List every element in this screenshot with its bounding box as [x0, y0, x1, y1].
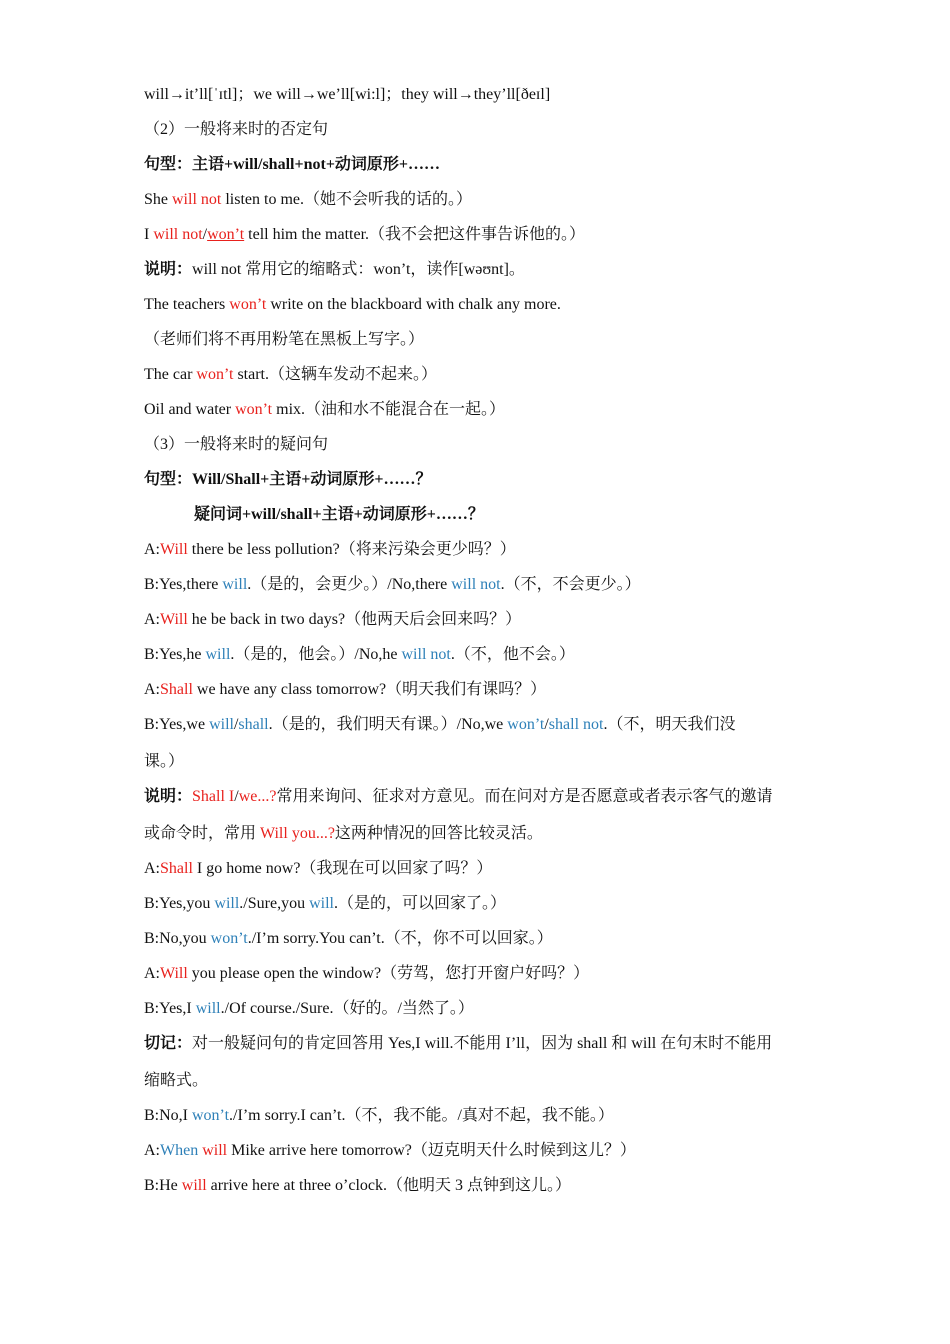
text-line — [144, 858, 810, 880]
text-segment: When — [160, 1142, 199, 1159]
text-segment: we...? — [238, 788, 277, 805]
text-line — [144, 963, 810, 985]
text-line — [144, 119, 810, 141]
text-segment: Will — [160, 611, 188, 628]
text-line — [144, 294, 810, 316]
text-line — [144, 679, 810, 701]
text-segment: won’t — [229, 296, 267, 313]
text-segment: / — [544, 716, 549, 733]
text-segment: won’t — [235, 401, 273, 418]
text-segment: （老师们将不再用粉笔在黑板上写字。） — [144, 331, 425, 348]
text-segment: B:He — [144, 1177, 182, 1194]
text-line — [144, 84, 810, 106]
text-segment: 或命令时，常用 — [144, 825, 261, 842]
text-segment: 疑问词+will/shall+主语+动词原形+……？ — [194, 506, 484, 523]
text-segment: / — [234, 788, 239, 805]
text-segment: .（是的，可以回家了。） — [333, 895, 506, 912]
text-line — [144, 751, 810, 773]
text-segment: start.（这辆车发动不起来。） — [233, 366, 438, 383]
text-segment: 句型：主语+will/shall+not+动词原形+…… — [144, 156, 441, 173]
text-line — [144, 469, 810, 491]
text-segment: won’t — [192, 1107, 230, 1124]
text-segment: ./Of course./Sure.（好的。/当然了。） — [220, 1000, 474, 1017]
text-segment: 说明： — [144, 261, 193, 278]
text-segment: will — [181, 1177, 207, 1194]
text-line — [144, 1105, 810, 1127]
text-segment: ./Sure,you — [239, 895, 310, 912]
text-segment: 切记： — [144, 1035, 193, 1052]
text-segment: 说明： — [144, 788, 193, 805]
text-line — [144, 714, 810, 736]
text-segment: .（是的，我们明天有课。）/No,we — [268, 716, 508, 733]
text-segment: The car — [144, 366, 197, 383]
text-segment: Will you...? — [260, 825, 335, 842]
text-segment: will not — [172, 191, 222, 208]
text-line — [144, 434, 810, 456]
text-segment: .（是的，会更少。）/No,there — [247, 576, 452, 593]
text-segment: will→it’ll[ˈɪtl]；we will→we’ll[wi:l]；they will→they’ll[ðeɪl] — [144, 86, 551, 103]
text-segment: 缩略式。 — [144, 1072, 209, 1089]
text-segment: B:Yes,there — [144, 576, 223, 593]
text-segment: will — [309, 895, 334, 912]
text-segment: tell him the matter.（我不会把这件事告诉他的。） — [244, 226, 586, 243]
text-segment: there be less pollution?（将来污染会更少吗？） — [187, 541, 516, 558]
text-line — [144, 1033, 810, 1055]
text-segment: A: — [144, 681, 160, 698]
text-line — [144, 1175, 810, 1197]
text-line — [144, 189, 810, 211]
text-segment: .（不，不会更少。） — [500, 576, 641, 593]
text-segment: （2）一般将来时的否定句 — [144, 121, 329, 138]
text-line — [144, 928, 810, 950]
text-segment: will — [209, 716, 234, 733]
text-segment: A: — [144, 541, 160, 558]
text-segment: will — [222, 576, 248, 593]
text-line — [144, 823, 810, 845]
text-segment: ./I’m sorry.You can’t.（不，你不可以回家。） — [247, 930, 553, 947]
text-line — [144, 786, 810, 808]
text-segment: won’t — [210, 930, 248, 947]
text-segment: 句型：Will/Shall+主语+动词原形+……？ — [144, 471, 432, 488]
text-segment: B:Yes,he — [144, 646, 206, 663]
text-segment: .（是的，他会。）/No,he — [230, 646, 402, 663]
text-segment: .（不，明天我们没 — [603, 716, 736, 733]
text-segment: won’t — [196, 366, 234, 383]
text-segment: won’t — [207, 226, 245, 243]
text-segment: 常用来询问、征求对方意见。而在问对方是否愿意或者表示客气的邀请 — [276, 788, 773, 805]
text-segment: Will — [160, 965, 188, 982]
text-segment: will — [205, 646, 231, 663]
text-line — [144, 574, 810, 596]
text-segment: / — [233, 716, 239, 733]
text-segment: shall not — [548, 716, 604, 733]
text-segment: A: — [144, 965, 160, 982]
text-line — [144, 154, 810, 176]
text-line — [144, 644, 810, 666]
text-segment: B:Yes,you — [144, 895, 215, 912]
text-segment: will not 常用它的缩略式：won’t，读作[wəʊnt]。 — [192, 261, 525, 278]
text-segment: you please open the window?（劳驾，您打开窗户好吗？） — [187, 965, 590, 982]
text-segment: 这两种情况的回答比较灵活。 — [334, 825, 543, 842]
text-segment: I — [144, 226, 154, 243]
text-segment: B:Yes,we — [144, 716, 210, 733]
text-segment: will — [202, 1142, 228, 1159]
text-segment: A: — [144, 860, 160, 877]
text-segment: B:No,you — [144, 930, 211, 947]
text-segment: Oil and water — [144, 401, 236, 418]
text-segment: 对一般疑问句的肯定回答用 Yes,I will.不能用 I’ll，因为 shall 和 will 在句末时不能用 — [192, 1035, 773, 1052]
text-segment: Will — [160, 541, 188, 558]
text-segment: will not — [153, 226, 203, 243]
text-segment: arrive here at three o’clock.（他明天 3 点钟到这儿。） — [206, 1177, 572, 1194]
text-segment: he be back in two days?（他两天后会回来吗？） — [187, 611, 522, 628]
text-line — [194, 504, 810, 526]
text-segment: ./I’m sorry.I can’t.（不，我不能。/真对不起，我不能。） — [229, 1107, 614, 1124]
text-line — [144, 539, 810, 561]
text-segment: shall — [238, 716, 269, 733]
text-line — [144, 329, 810, 351]
text-segment: will — [195, 1000, 221, 1017]
text-line — [144, 259, 810, 281]
text-segment: listen to me.（她不会听我的话的。） — [221, 191, 473, 208]
text-line — [144, 1140, 810, 1162]
text-segment: .（不，他不会。） — [450, 646, 575, 663]
text-segment: mix.（油和水不能混合在一起。） — [272, 401, 506, 418]
text-segment: Shall — [160, 860, 193, 877]
text-segment: A: — [144, 1142, 160, 1159]
text-segment: The teachers — [144, 296, 230, 313]
text-segment: we have any class tomorrow?（明天我们有课吗？） — [192, 681, 547, 698]
text-line — [144, 399, 810, 421]
text-line — [144, 1070, 810, 1092]
text-segment: Shall — [160, 681, 193, 698]
text-segment: B:No,I — [144, 1107, 192, 1124]
text-segment: Mike arrive here tomorrow?（迈克明天什么时候到这儿？） — [227, 1142, 636, 1159]
text-segment: won’t — [507, 716, 545, 733]
text-line — [144, 224, 810, 246]
text-segment: （3）一般将来时的疑问句 — [144, 436, 329, 453]
text-line — [144, 893, 810, 915]
text-segment: will not — [401, 646, 451, 663]
text-segment: I go home now?（我现在可以回家了吗？） — [192, 860, 493, 877]
text-segment: Shall I — [192, 788, 235, 805]
text-segment: will not — [451, 576, 501, 593]
text-segment: She — [144, 191, 172, 208]
text-line — [144, 364, 810, 386]
text-segment: will — [214, 895, 240, 912]
text-segment: / — [202, 226, 208, 243]
text-line — [144, 998, 810, 1020]
text-segment: A: — [144, 611, 160, 628]
text-line — [144, 609, 810, 631]
text-segment: B:Yes,I — [144, 1000, 196, 1017]
text-segment: write on the blackboard with chalk any more. — [266, 296, 561, 313]
text-segment: 课。） — [144, 753, 185, 770]
